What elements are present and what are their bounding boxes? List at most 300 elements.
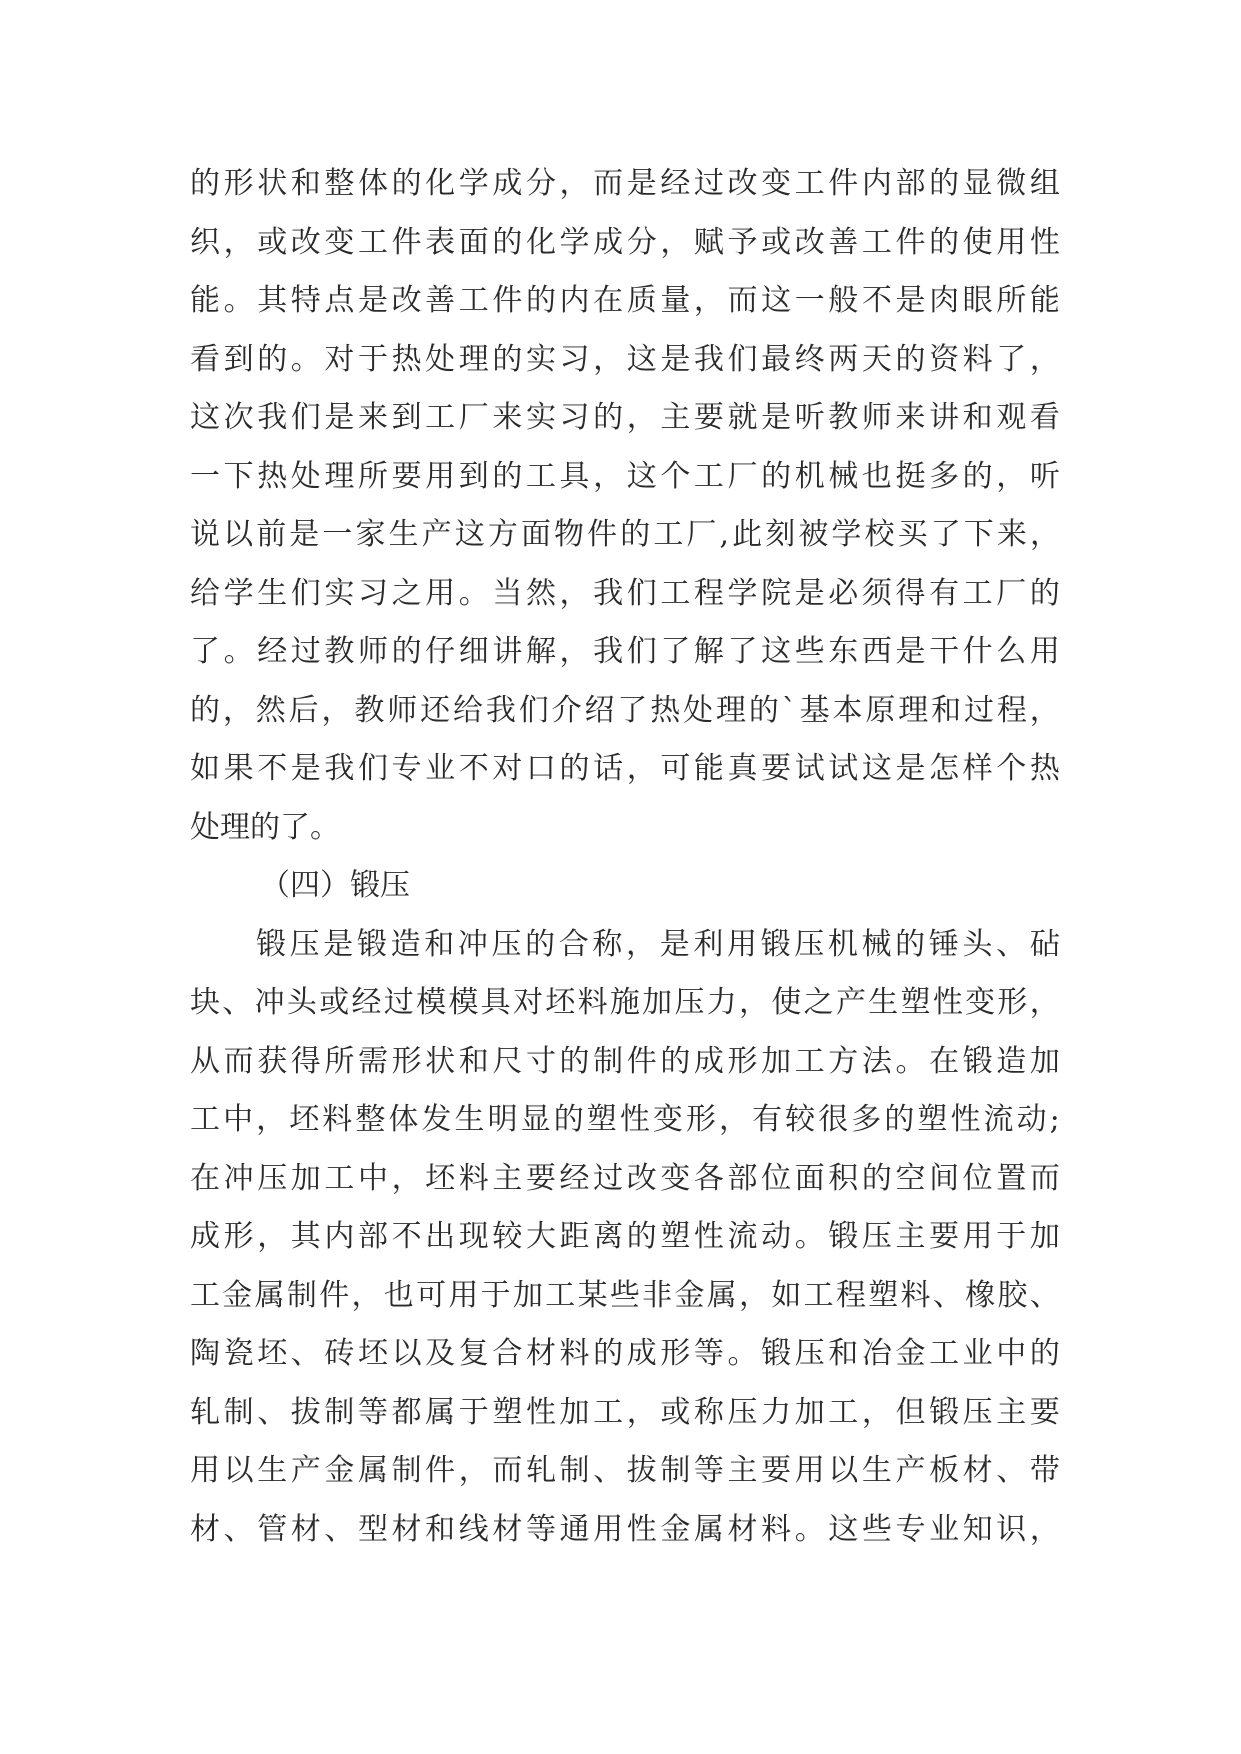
text-char: 加 [512, 1277, 543, 1313]
text-char: 而 [223, 1043, 254, 1079]
text-char: 看 [1029, 400, 1060, 435]
text-char: 所 [357, 458, 388, 494]
section-heading [190, 857, 1060, 916]
text-char: 加 [1029, 1219, 1060, 1254]
text-char: 所 [996, 283, 1027, 318]
text-char: 压 [962, 1394, 993, 1430]
text-char: 学 [223, 575, 254, 611]
text-char: 家 [355, 517, 386, 552]
text-char: 以 [828, 1453, 859, 1488]
text-char: 的 [559, 751, 590, 786]
text-char: 到 [391, 400, 422, 435]
text-char: 能 [190, 283, 220, 318]
text-char: 显 [520, 1102, 551, 1137]
text-char: 制 [660, 1453, 691, 1488]
text-char: 怎 [929, 751, 960, 786]
text-char: 件 [626, 1043, 657, 1079]
text-char: 需 [357, 1043, 388, 1079]
text-char: ， [861, 1394, 892, 1430]
text-char: 处 [425, 341, 456, 377]
text-char: 得 [290, 1043, 321, 1079]
text-char: 械 [861, 926, 892, 962]
text-char: 的 [559, 1043, 590, 1079]
text-char: 程 [693, 575, 724, 611]
text-char: 工 [794, 1043, 825, 1079]
text-char: ， [559, 575, 590, 611]
text-char: 所 [324, 1043, 355, 1079]
text-char: 力 [761, 1394, 792, 1430]
text-char: 形 [223, 166, 254, 201]
text-char: 经 [257, 634, 288, 669]
text-char: 型 [357, 1511, 388, 1547]
text-char: 师 [357, 634, 388, 669]
text-char: 改 [391, 283, 422, 318]
text-char: 经 [660, 166, 691, 201]
text-char: 前 [256, 517, 287, 552]
text-char: 复 [458, 1336, 489, 1371]
text-char: 程 [996, 692, 1027, 728]
text-char: 、 [290, 1336, 321, 1371]
text-char: 成 [626, 1336, 657, 1371]
text-char: （ [260, 868, 290, 903]
text-char: 砖 [324, 1336, 355, 1371]
text-char: 生 [861, 1453, 892, 1488]
text-char: 加 [642, 985, 673, 1020]
text-char: 属 [425, 1394, 456, 1430]
text-char: 于 [357, 341, 388, 377]
text-char: 锻 [962, 1043, 993, 1079]
text-char: , [719, 517, 730, 552]
text-char: 还 [420, 692, 451, 728]
text-char: 离 [593, 1219, 624, 1254]
text-char: 特 [290, 283, 321, 318]
text-char: ， [559, 166, 590, 201]
text-char: 部 [727, 1160, 758, 1196]
text-char: 下 [963, 517, 994, 552]
text-char: 多 [851, 1102, 882, 1137]
text-char: 或 [660, 1394, 691, 1430]
text-char: 力 [706, 985, 737, 1020]
text-char: 显 [962, 166, 993, 201]
text-char: 教 [828, 400, 859, 435]
text-char: 轧 [525, 1453, 556, 1488]
text-char: 实 [525, 400, 556, 435]
text-char: 的 [626, 1219, 657, 1254]
text-char: 、 [223, 1511, 254, 1547]
text-char: 械 [828, 458, 859, 494]
text-char: 的 [748, 692, 779, 728]
text-char: 锻 [256, 926, 286, 962]
text-char: 了 [617, 692, 648, 728]
text-char: 经 [351, 985, 382, 1020]
text-char: 法 [861, 1043, 892, 1079]
text-char: 、 [996, 926, 1027, 962]
text-char: 称 [592, 926, 623, 962]
text-char: ， [739, 985, 770, 1020]
text-char: 属 [357, 1453, 388, 1488]
text-char: 厂 [686, 517, 717, 552]
text-char: 产 [895, 1453, 926, 1488]
text-char: 的 [525, 283, 556, 318]
text-char: 称 [693, 1394, 724, 1430]
text-char: 模 [448, 985, 479, 1020]
text-char: 坯 [425, 1160, 456, 1196]
text-char: 加 [290, 1160, 321, 1196]
text-char: 我 [593, 575, 624, 611]
text-char: 及 [425, 1336, 456, 1371]
text-char: 们 [290, 400, 321, 435]
text-char: 试 [828, 751, 859, 786]
text-char: 理 [324, 458, 355, 494]
text-char: 其 [290, 1219, 321, 1254]
text-char: 是 [794, 575, 825, 611]
text-char: 对 [512, 985, 543, 1020]
text-char: 、 [257, 1394, 288, 1430]
text-line [190, 1442, 1060, 1501]
text-char: 空 [895, 1160, 926, 1196]
text-char: 在 [929, 1043, 960, 1079]
text-char: 程 [835, 1277, 866, 1313]
text-char: 于 [458, 1394, 489, 1430]
text-char: 、 [996, 1453, 1027, 1488]
text-char: 工 [425, 400, 456, 435]
text-char: 可 [416, 1277, 447, 1313]
text-line [190, 1384, 1060, 1443]
text-char: 理 [458, 341, 489, 377]
text-char: 要 [525, 1160, 556, 1196]
text-char: 的 [492, 341, 523, 377]
text-char: 制 [559, 1453, 590, 1488]
text-char: 多 [929, 458, 960, 494]
text-char: 是 [289, 517, 320, 552]
text-char: 的 [593, 400, 624, 435]
text-char: 处 [683, 692, 714, 728]
text-char: 变 [965, 985, 996, 1020]
text-char: 们 [357, 751, 388, 786]
text-char: 制 [391, 1453, 422, 1488]
text-char: 都 [391, 1394, 422, 1430]
text-char: 坯 [289, 1102, 320, 1137]
text-char: 改 [727, 166, 758, 201]
text-char: 是 [357, 283, 388, 318]
text-char: 习 [559, 341, 590, 377]
text-char: 体 [388, 1102, 419, 1137]
text-char: 、 [324, 1511, 355, 1547]
text-char: 部 [895, 166, 926, 201]
text-char: 或 [319, 985, 350, 1020]
text-char: 要 [1029, 1394, 1060, 1430]
text-char: 内 [861, 166, 892, 201]
text-char: ; [1049, 1102, 1060, 1137]
text-char: 不 [257, 751, 288, 786]
text-char: 业 [425, 751, 456, 786]
text-char: 料 [761, 1511, 792, 1547]
text-char: 冶 [861, 1336, 892, 1371]
text-char: ， [1029, 517, 1060, 552]
text-char: 业 [962, 1336, 993, 1371]
text-char: 的 [1029, 1336, 1060, 1371]
text-char: 要 [761, 1453, 792, 1488]
text-char: 用 [593, 1511, 624, 1547]
text-char: 这 [454, 517, 485, 552]
text-char: 理 [716, 692, 746, 728]
text-char: 成 [190, 1219, 220, 1254]
text-char: 金 [324, 1453, 355, 1488]
text-char: 实 [525, 341, 556, 377]
text-char: 干 [929, 634, 960, 669]
text-char: 料 [559, 1336, 590, 1371]
text-char: 塑 [917, 1102, 948, 1137]
text-char: 坯 [545, 985, 576, 1020]
text-char: 些 [861, 1511, 892, 1547]
text-char: 发 [421, 1102, 452, 1137]
text-char: 工 [190, 1102, 220, 1137]
text-char: 如 [190, 751, 220, 786]
text-char: 们 [626, 575, 657, 611]
text-char: ， [321, 692, 352, 728]
text-char: 形 [391, 1043, 422, 1079]
text-char: 施 [609, 985, 640, 1020]
text-char: 是 [895, 283, 926, 318]
text-char: 使 [771, 985, 802, 1020]
text-char: 试 [794, 751, 825, 786]
text-char: 理 [898, 692, 929, 728]
text-char: 工 [803, 1277, 834, 1313]
text-char: 料 [900, 1277, 931, 1313]
text-char: 也 [861, 458, 892, 494]
text-char: 肉 [929, 283, 960, 318]
text-char: 主 [660, 400, 691, 435]
text-char: 一 [322, 517, 353, 552]
text-char: 用 [448, 1277, 479, 1313]
text-char: ， [1029, 341, 1060, 377]
text-char: 形 [223, 1219, 254, 1254]
text-char: ， [1029, 1511, 1060, 1547]
text-char: 性 [1029, 224, 1060, 260]
text-char: 和 [290, 166, 321, 201]
text-char: ， [626, 1394, 657, 1430]
text-char: 的 [190, 166, 220, 201]
text-char: 材 [391, 1511, 422, 1547]
text-char: 们 [290, 575, 321, 611]
text-char: 主 [492, 1160, 523, 1196]
text-char: 是 [626, 166, 657, 201]
text-char: 橡 [965, 1277, 996, 1313]
text-char: 两 [828, 341, 859, 377]
text-char: 面 [458, 224, 489, 260]
text-char: 是 [659, 926, 690, 962]
text-char: 材 [727, 1511, 758, 1547]
text-char: 锻 [760, 926, 791, 962]
text-char: 件 [587, 517, 618, 552]
text-char: 要 [693, 400, 724, 435]
text-char: 要 [929, 1219, 960, 1254]
text-char: 给 [190, 575, 220, 611]
text-char: 了 [930, 517, 961, 552]
text-char: 看 [190, 341, 220, 377]
text-char: 板 [929, 1453, 960, 1488]
text-char: 的 [553, 1102, 584, 1137]
paragraph-first-line [190, 916, 1060, 975]
text-char: 管 [257, 1511, 288, 1547]
text-char: 性 [693, 1219, 724, 1254]
text-char: 的 [620, 517, 651, 552]
text-char: 们 [518, 692, 549, 728]
text-char: 金 [674, 1277, 705, 1313]
text-char: 解 [525, 634, 556, 669]
text-char: 对 [492, 751, 523, 786]
text-char: 拔 [626, 1453, 657, 1488]
text-char: 利 [693, 926, 724, 962]
text-char: 较 [785, 1102, 816, 1137]
text-char: 组 [1029, 166, 1060, 201]
text-char: 砧 [1029, 926, 1060, 962]
text-char: 此 [732, 517, 763, 552]
text-char: 。 [290, 341, 321, 377]
text-char: 基 [799, 692, 830, 728]
text-char: 变 [660, 1160, 691, 1196]
text-char: 和 [424, 926, 455, 962]
text-char: 原 [865, 692, 896, 728]
text-char: 来 [895, 400, 926, 435]
text-char: 如 [771, 1277, 802, 1313]
text-char: 塑 [586, 1102, 617, 1137]
text-char: 位 [962, 1160, 993, 1196]
text-char: 位 [761, 1160, 792, 1196]
text-char: 塑 [868, 1277, 899, 1313]
text-char: 不 [391, 1219, 422, 1254]
text-char: 工 [929, 1336, 960, 1371]
text-char: 听 [1029, 458, 1060, 494]
text-char: 产 [421, 517, 452, 552]
text-char: 制 [286, 1277, 317, 1313]
text-char: 制 [324, 1394, 355, 1430]
text-char: 绍 [584, 692, 615, 728]
text-char: 有 [752, 1102, 783, 1137]
text-char: 介 [551, 692, 582, 728]
text-char: 般 [828, 283, 859, 318]
text-char: 较 [492, 1219, 523, 1254]
text-char: 当 [492, 575, 523, 611]
text-char: 的 [492, 224, 523, 260]
text-char: 了 [996, 341, 1027, 377]
text-char: 要 [761, 751, 792, 786]
text-char: 之 [803, 985, 834, 1020]
text-char: 这 [761, 634, 792, 669]
text-char: 厂 [727, 458, 758, 494]
text-char: 、 [932, 1277, 963, 1313]
text-char: 中 [357, 1160, 388, 1196]
text-char: 我 [324, 751, 355, 786]
text-char: 料 [322, 1102, 353, 1137]
text-char: ， [593, 458, 624, 494]
text-char: 件 [828, 166, 859, 201]
text-char: 冲 [223, 1160, 254, 1196]
text-char: 终 [794, 341, 825, 377]
text-char: 料 [962, 341, 993, 377]
text-char: 是 [660, 341, 691, 377]
text-char: 这 [626, 458, 657, 494]
text-char: 了 [727, 634, 758, 669]
text-char: 说 [190, 517, 220, 552]
text-char: 然 [255, 692, 286, 728]
text-char: 非 [642, 1277, 673, 1313]
text-char: 过 [593, 1160, 624, 1196]
text-char: 或 [257, 224, 288, 260]
text-char: 明 [487, 1102, 518, 1137]
text-char: 的 [929, 166, 960, 201]
text-char: 流 [983, 1102, 1014, 1137]
text-char: 口 [525, 751, 556, 786]
text-char: 仔 [425, 634, 456, 669]
text-char: 变 [652, 1102, 683, 1137]
text-char: 的 [391, 166, 422, 201]
text-char: 冲 [457, 926, 488, 962]
text-char: 变 [324, 224, 355, 260]
text-char: 一 [190, 458, 220, 494]
text-char: 刻 [765, 517, 796, 552]
text-char: 了 [280, 809, 310, 845]
text-char: 件 [425, 1453, 456, 1488]
text-char: 材 [190, 1511, 220, 1547]
text-char: 师 [861, 400, 892, 435]
text-char: 过 [693, 166, 724, 201]
text-line [190, 623, 1060, 682]
text-char: 们 [626, 634, 657, 669]
text-char: 之 [391, 575, 422, 611]
text-char: 胶 [997, 1277, 1028, 1313]
text-char: 成 [593, 224, 624, 260]
text-char: 了 [190, 634, 220, 669]
text-char: 但 [895, 1394, 926, 1430]
text-char: 和 [458, 1043, 489, 1079]
text-char: ` [781, 692, 797, 728]
text-char: 讲 [492, 634, 523, 669]
text-char: 校 [864, 517, 895, 552]
text-char: 带 [1029, 1453, 1060, 1488]
text-char: 处 [190, 809, 220, 845]
text-char: ， [660, 224, 691, 260]
text-char: 加 [794, 1394, 825, 1430]
text-char: 压 [257, 1160, 288, 1196]
text-char: 善 [425, 283, 456, 318]
text-char: 锻 [350, 868, 380, 903]
text-char: 本 [832, 692, 863, 728]
text-char: 工 [324, 1160, 355, 1196]
text-char: 学 [559, 224, 590, 260]
text-char: 是 [895, 751, 926, 786]
text-char: 成 [693, 1043, 724, 1079]
text-line [190, 272, 1060, 331]
text-char: 热 [257, 458, 288, 494]
text-char: 面 [520, 517, 551, 552]
text-char: ， [1029, 985, 1060, 1020]
text-char: 是 [761, 400, 792, 435]
text-char: 讲 [929, 400, 960, 435]
text-char: ， [391, 1160, 422, 1196]
text-char: 金 [660, 1511, 691, 1547]
text-char: 个 [996, 751, 1027, 786]
text-char: ， [1029, 692, 1060, 728]
text-char: 形 [660, 1336, 691, 1371]
text-char: 是 [323, 926, 354, 962]
text-char: 赋 [693, 224, 724, 260]
text-char: 知 [962, 1511, 993, 1547]
text-char: 压 [289, 926, 320, 962]
text-char: 或 [761, 224, 792, 260]
text-char: 锤 [928, 926, 959, 962]
text-char: 和 [962, 400, 993, 435]
